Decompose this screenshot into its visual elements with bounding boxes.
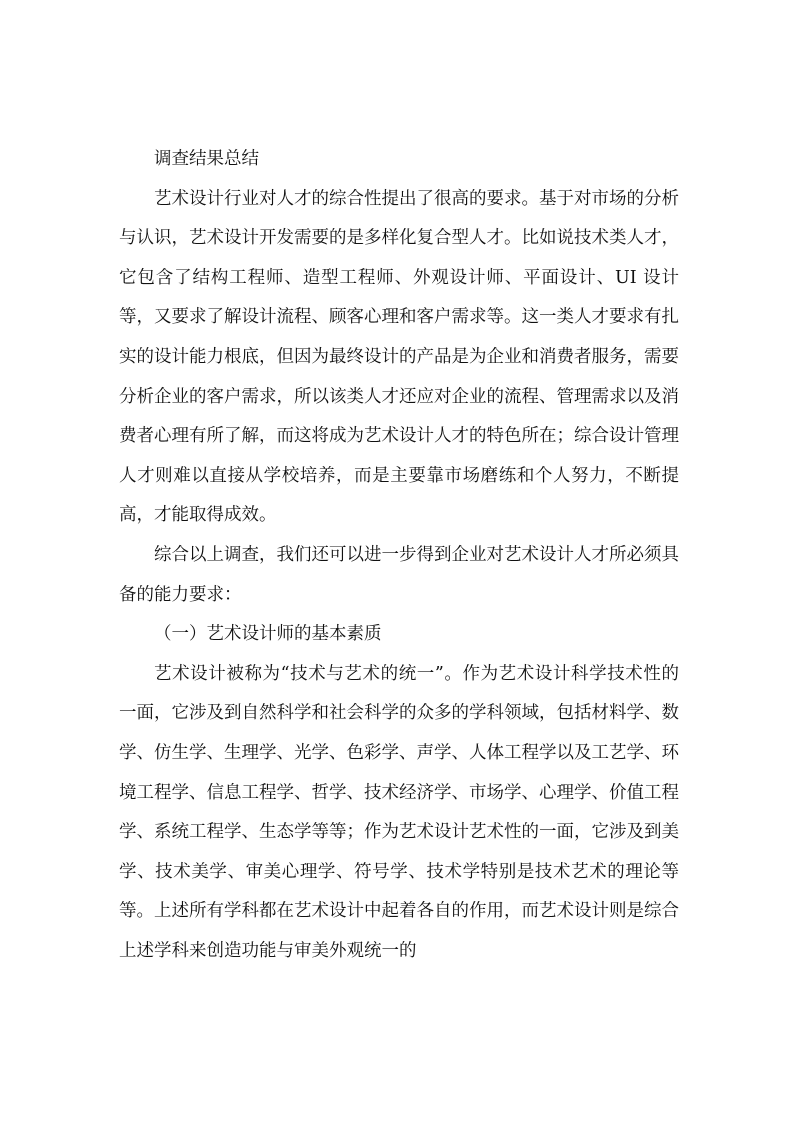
subsection-heading: （一）艺术设计师的基本素质 (154, 624, 382, 645)
paragraph: 综合以上调查，我们还可以进一步得到企业对艺术设计人才所必须具备的能力要求： (119, 544, 679, 605)
paragraph: 艺术设计行业对人才的综合性提出了很高的要求。基于对市场的分析与认识，艺术设计开发需要的是多样化复合型人才。比如说技术类人才，它包含了结构工程师、造型工程师、外观设计师、平面设计、UI 设计等，又要求了解设计流程、顾客心理和客户需求等。这一类人才要求有扎实的设计能力根底，但因为最终设计的产品是为企业和消费者服务，需要分析企业的客户需求，所以该类人才还应对企业的流程、管理需求以及消费者心理有所了解，而这将成为艺术设计人才的特色所在；综合设计管理人才则难以直接从学校培养，而是主要靠市场磨练和个人努力，不断提高，才能取得成效。 (119, 188, 679, 526)
section-heading: 调查结果总结 (154, 149, 259, 169)
paragraph: 艺术设计被称为“技术与艺术的统一”。作为艺术设计科学技术性的一面，它涉及到自然科学和社会科学的众多的学科领域，包括材料学、数学、仿生学、生理学、光学、色彩学、声学、人体工程学以及工艺学、环境工程学、信息工程学、哲学、技术经济学、市场学、心理学、价值工程学、系统工程学、生态学等等；作为艺术设计艺术性的一面，它涉及到美学、技术美学、审美心理学、符号学、技术学特别是技术艺术的理论等等。上述所有学科都在艺术设计中起着各自的作用，而艺术设计则是综合上述学科来创造功能与审美外观统一的 (119, 663, 679, 961)
document-body (119, 140, 679, 971)
